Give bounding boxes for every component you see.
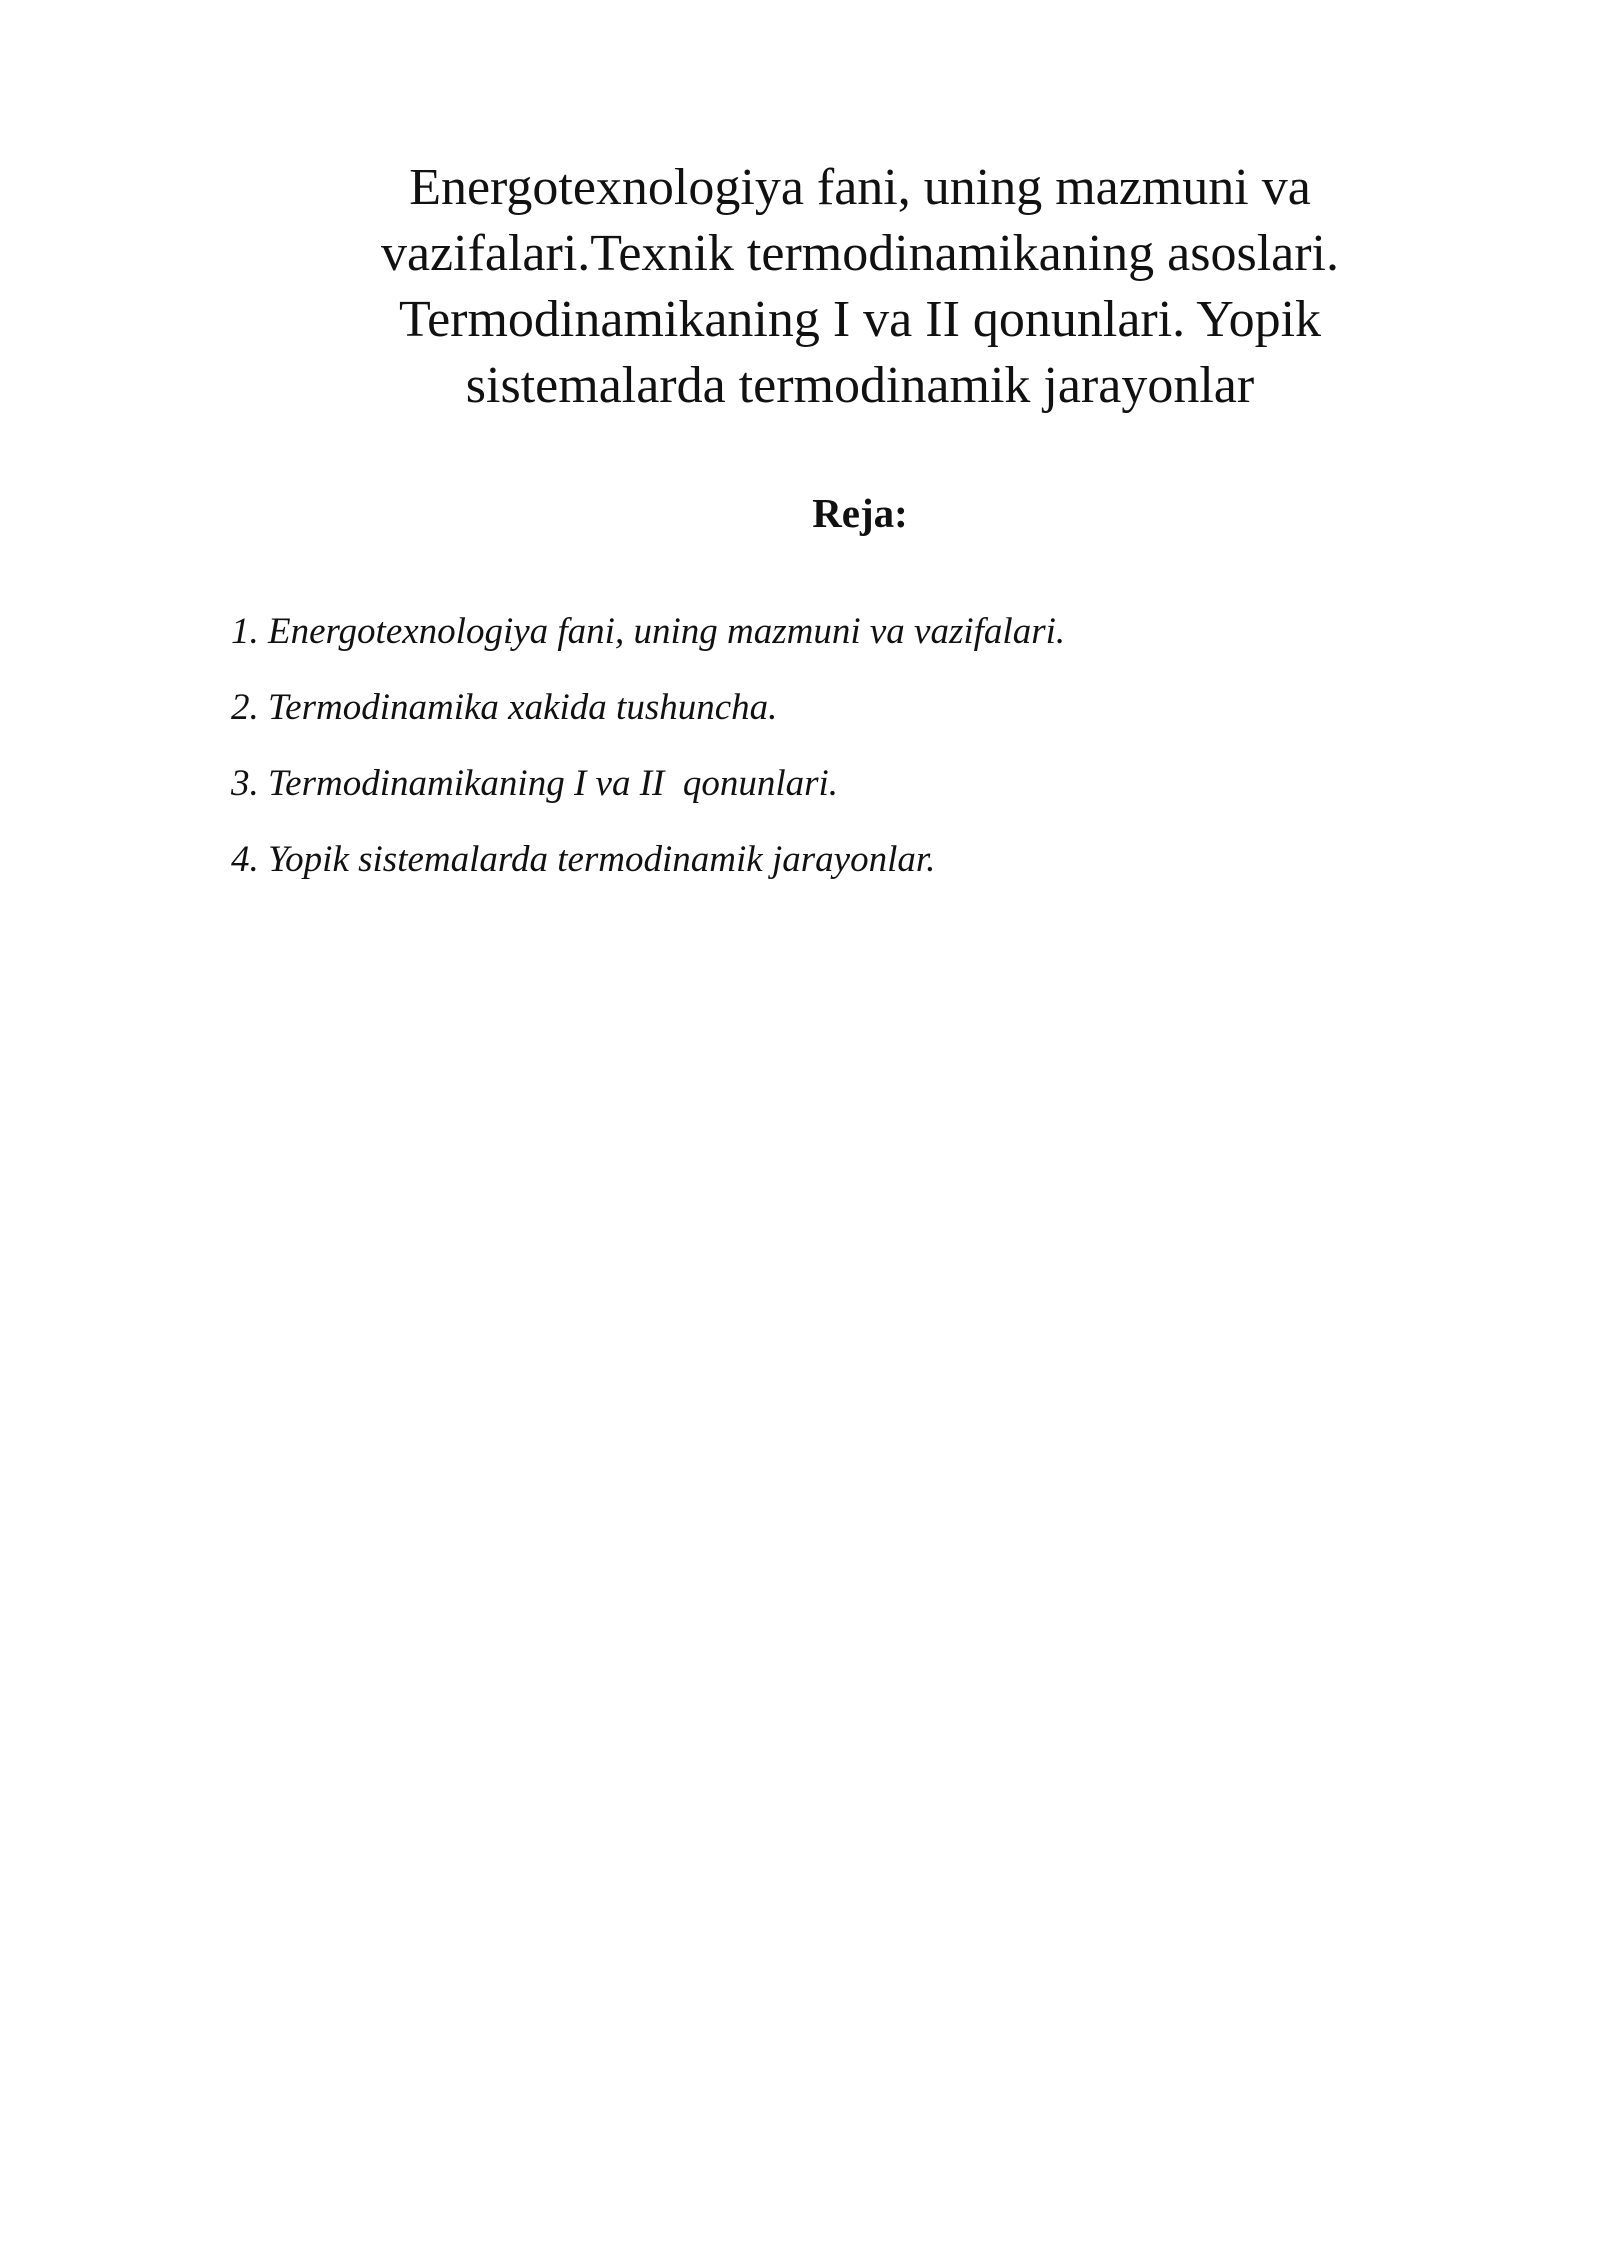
plan-item: 2. Termodinamika xakida tushuncha. [231,687,778,728]
plan-item: 1. Energotexnologiya fani, uning mazmuni va vazifalari. [231,611,1066,652]
title-line: vazifalari.Texnik termodinamikaning asoslari. [380,225,1340,282]
title-line: Energotexnologiya fani, uning mazmuni va [409,159,1311,216]
plan-heading: Reja: [812,490,908,536]
plan-item: 3. Termodinamikaning I va II qonunlari. [231,763,839,804]
plan-item: 4. Yopik sistemalarda termodinamik jarayonlar. [231,839,936,880]
title-line: sistemalarda termodinamik jarayonlar [465,357,1255,414]
title-line: Termodinamikaning I va II qonunlari. Yopik [398,291,1322,348]
plan-list [231,609,1431,913]
document-title [300,155,1420,419]
